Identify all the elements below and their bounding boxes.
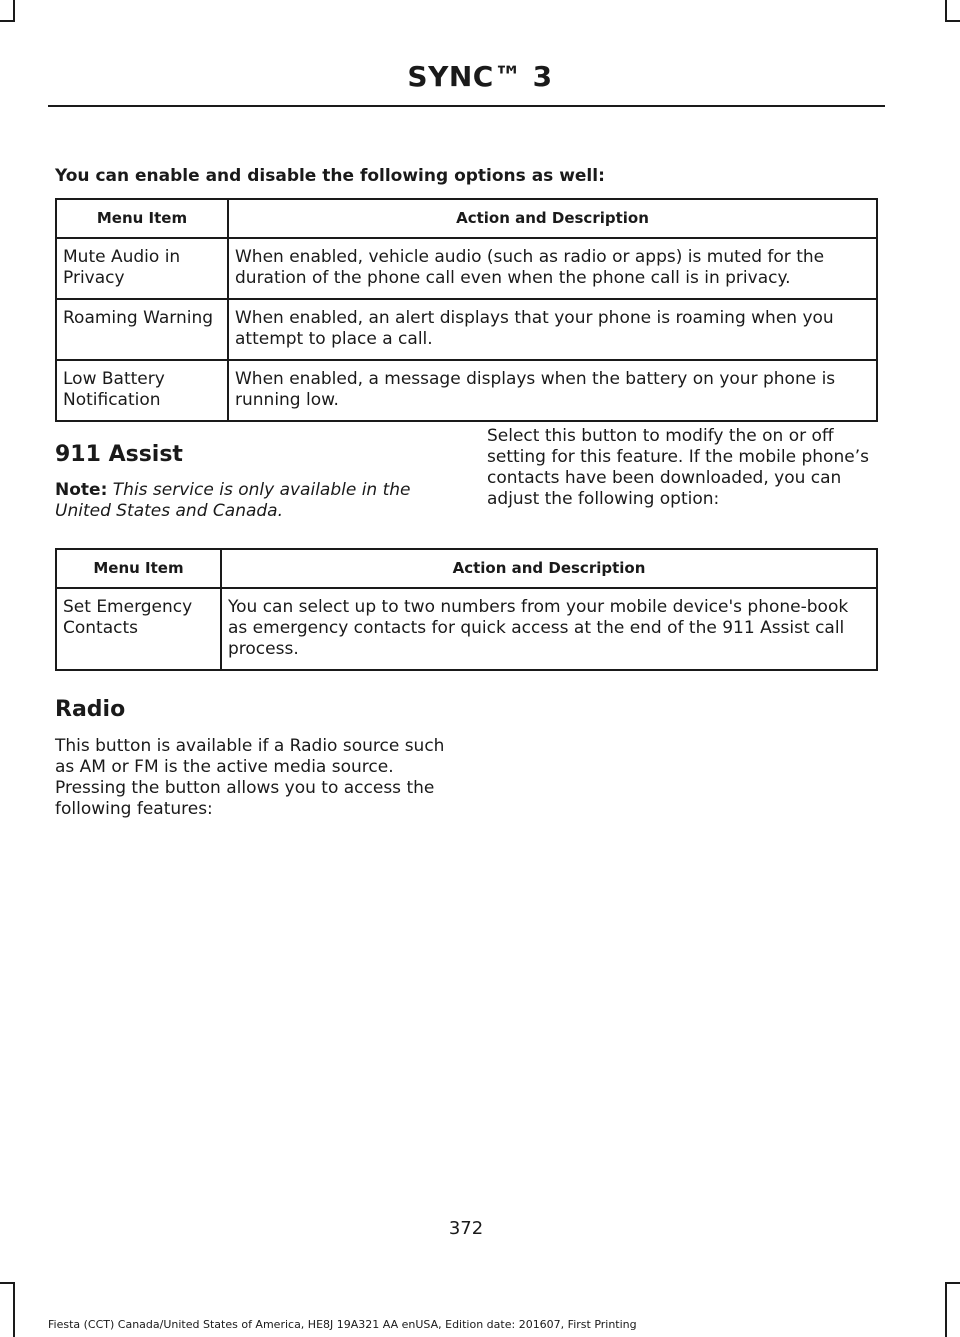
crop-mark-bottom-right-v xyxy=(945,1282,947,1337)
crop-mark-bottom-left-v xyxy=(13,1282,15,1337)
table-header-menu-item: Menu Item xyxy=(56,199,228,238)
table-row xyxy=(56,360,877,421)
table-cell-description: When enabled, vehicle audio (such as radio or apps) is muted for the duration of the phone call even when the phone call is in privacy. xyxy=(228,238,877,299)
page-header-title: SYNC™ 3 xyxy=(407,60,553,93)
footer-edition-info: Fiesta (CCT) Canada/United States of America, HE8J 19A321 AA enUSA, Edition date: 201607, First Printing xyxy=(48,1318,637,1331)
table-cell-menu-item: Set Emergency Contacts xyxy=(56,588,221,670)
table-row xyxy=(56,238,877,299)
table-row xyxy=(56,299,877,360)
crop-mark-top-right-v xyxy=(945,0,947,22)
section-heading-911-assist: 911 Assist xyxy=(55,442,183,467)
emergency-table xyxy=(55,548,878,671)
crop-mark-bottom-left-h xyxy=(0,1282,15,1284)
page-number: 372 xyxy=(448,1218,484,1239)
table-row xyxy=(56,588,877,670)
table-cell-menu-item: Roaming Warning xyxy=(56,299,228,360)
table-cell-description: You can select up to two numbers from your mobile device's phone-book as emergency contacts for quick access at the end of the 911 Assist call process. xyxy=(221,588,877,670)
table-cell-menu-item: Mute Audio in Privacy xyxy=(56,238,228,299)
table-header-row xyxy=(56,199,877,238)
note-text: This service is only available in the United States and Canada. xyxy=(55,480,411,521)
table-header-action: Action and Description xyxy=(228,199,877,238)
table-header-menu-item: Menu Item xyxy=(56,549,221,588)
options-intro: You can enable and disable the following options as well: xyxy=(55,166,605,186)
crop-mark-bottom-right-h xyxy=(945,1282,960,1284)
table-header-action: Action and Description xyxy=(221,549,877,588)
section-heading-radio: Radio xyxy=(55,697,126,722)
table-cell-description: When enabled, a message displays when the battery on your phone is running low. xyxy=(228,360,877,421)
note-label: Note: xyxy=(55,480,108,500)
table-cell-menu-item: Low Battery Notification xyxy=(56,360,228,421)
table-header-row xyxy=(56,549,877,588)
options-table xyxy=(55,198,878,422)
crop-mark-top-right-h xyxy=(945,20,960,22)
crop-mark-top-left-h xyxy=(0,20,15,22)
note-911-assist xyxy=(55,480,450,522)
header-divider xyxy=(48,105,885,107)
section-911-body: Select this button to modify the on or off setting for this feature. If the mobile phone’s contacts have been downloaded, you can adjust the following option: xyxy=(487,426,869,509)
radio-body: This button is available if a Radio source such as AM or FM is the active media source. Pressing the button allows you to access the following features: xyxy=(55,736,445,819)
table-cell-description: When enabled, an alert displays that your phone is roaming when you attempt to place a call. xyxy=(228,299,877,360)
crop-mark-top-left-v xyxy=(13,0,15,22)
